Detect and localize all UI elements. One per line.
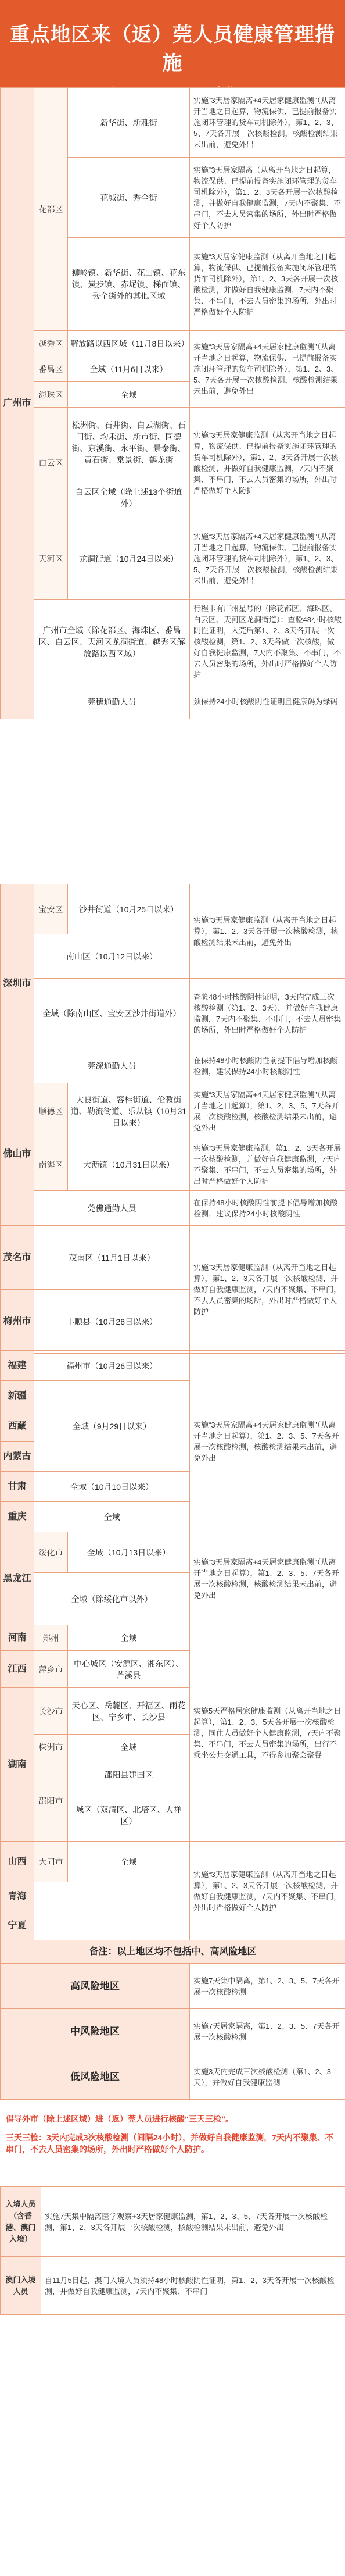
area-cell: 新华街、新雅街 (68, 88, 190, 158)
district-tianhe: 天河区 (34, 518, 68, 600)
area-cell: 全域 (68, 382, 190, 408)
district-panyu: 番禺区 (34, 356, 68, 382)
city-suihua: 绥化市 (34, 1532, 68, 1573)
measure-cell: 实施5天严格居家健康监测（从离开当地之日起算），第1、2、3、5天各开展一次核酸检测，同住人员做好个人健康监测，7天内不聚集、不串门，不去人员密集的场所，出行不乘坐公共交通工具，不得参加聚会聚餐 (190, 1625, 345, 1842)
measure-cell: 查验48小时核酸阴性证明，3天内完成三次核酸检测（第1、2、3天），并做好自我健康监测，7天内不聚集、不串门，不去人员密集的场所，外出时严格做好个人防护 (190, 979, 345, 1048)
area-cell: 广州市全域（除花都区、海珠区、番禺区、白云区、天河区龙洞街道、越秀区解放路以西区域） (34, 600, 190, 684)
area-cell: 全域 (68, 1735, 190, 1760)
area-cell: 福州市（10月26日以来） (34, 1351, 190, 1381)
measure-cell: 实施“3天居家隔离+4天居家健康监测”（从离开当地之日起算），第1、2、3、5、7天各开展一次核酸检测，核酸检测结果未出前，避免外出 (190, 1083, 345, 1139)
measure-cell: 实施“3天居家健康监测（从离开当地之日起算），第1、2、3天各开展一次核酸检测，并做好自我健康监测，7天内不聚集、不串门，不去人员密集的场所，外出时严格做好个人防护 (190, 1226, 345, 1354)
area-cell: 全域（除绥化市以外） (34, 1573, 190, 1625)
measure-cell: 实施“3天居家健康监测，第1、2、3天各开展一次核酸检测，并做好自我健康监测，7天内不聚集、不串门，不去人员密集的场所，外出时严格做好个人防护 (190, 1139, 345, 1191)
risk-level-low: 低风险地区 (1, 2054, 190, 2100)
measure-cell: 在保持48小时核酸阴性前提下倡导增加核酸检测，建议保持24小时核酸阴性 (190, 1048, 345, 1083)
prov-qinghai: 青海 (1, 1882, 34, 1911)
district-huadu: 花都区 (34, 88, 68, 331)
measure-cell: 实施“3天居家隔离+4天居家健康监测”（从离开当地之日起算），第1、2、3、5、7天各开展一次核酸检测，核酸检测结果未出前，避免外出 (190, 1351, 345, 1532)
city-shaoyang: 邵阳市 (34, 1760, 68, 1842)
area-cell: 全域（除南山区、宝安区沙井街道外） (34, 979, 190, 1048)
area-cell: 沙井街道（10月25日以来） (68, 884, 190, 934)
city-changsha: 长沙市 (34, 1688, 68, 1735)
district-baoan: 宝安区 (34, 884, 68, 934)
area-cell: 天心区、岳麓区、开福区、雨花区、宁乡市、长沙县 (68, 1688, 190, 1735)
risk-level-high: 高风险地区 (1, 1964, 190, 2009)
area-cell: 中心城区（安源区、湘东区）、芦溪县 (68, 1651, 190, 1688)
prov-shanxi: 山西 (1, 1842, 34, 1882)
measure-cell: 须保持24小时核酸阴性证明且健康码为绿码 (190, 684, 345, 719)
city-pingxiang: 萍乡市 (34, 1651, 68, 1688)
macau-label: 澳门入境人员 (1, 2257, 41, 2315)
measure-cell: 实施“3天居家隔离+4天居家健康监测”（从离开当地之日起算，物流保供、已提前报备实施闭环管理的货车司机除外），第1、2、3、5、7天各开展一次核酸检测，核酸检测结果未出前，避免外出 (190, 331, 345, 408)
area-cell: 邵阳县建国区 (68, 1760, 190, 1789)
area-cell: 全域 (68, 1842, 190, 1882)
measure-cell: 自11月5日起，澳门入境人员须持48小时核酸阴性证明，第1、2、3天各开展一次核酸检测，并做好自我健康监测，7天内不聚集、不串门 (41, 2257, 345, 2315)
prov-gansu: 甘肃 (1, 1472, 34, 1502)
footnote-block (0, 2110, 345, 2174)
measure-cell: 实施“3天居家隔离+4天居家健康监测”（从离开当地之日起算，物流保供、已提前报备实施闭环管理的货车司机除外），第1、2、3、5、7天各开展一次核酸检测，核酸检测结果未出前，避免外出 (190, 518, 345, 600)
city-foshan: 佛山市 (1, 1083, 34, 1226)
measure-cell: 实施“3天居家健康监测（从离开当地之日起算），第1、2、3天各开展一次核酸检测，核酸检测结果未出前，避免外出 (190, 884, 345, 979)
area-cell: 解放路以西区域（11月8日以来） (68, 331, 190, 356)
district-haizhu: 海珠区 (34, 382, 68, 408)
area-cell: 松洲街、石井街、白云湖街、石门街、均禾街、新市街、同德街、京溪街、永平街、景泰街、黄石街、棠景街、鹤龙街 (68, 408, 190, 477)
central-table (0, 1625, 345, 1940)
area-cell: 城区（双清区、北塔区、大祥区） (68, 1789, 190, 1842)
page-title: 重点地区来（返）莞人员健康管理措施 (10, 24, 335, 74)
area-cell: 白云区全域（除上述13个街道外） (68, 477, 190, 518)
measure-cell: 实施“3天居家健康监测（从离开当地之日起算，物流保供、已提前报备实施闭环管理的货车司机除外），第1、2、3天各开展一次核酸检测，并做好自我健康监测，7天内不聚集、不串门，不去人员密集的场所，外出时严格做好个人防护 (190, 408, 345, 518)
prov-neimenggu: 内蒙古 (1, 1442, 34, 1472)
footnote-advocacy: 倡导外市（除上述区域）进（返）莞人员进行核酸“三天三检”。 (6, 2114, 233, 2124)
empty-cell (34, 1882, 190, 1911)
measure-cell: 实施7天集中隔离，第1、2、3、5、7天各开展一次核酸检测 (190, 1964, 345, 2009)
shenzhen-table (0, 884, 345, 1083)
city-meizhou: 梅州市 (1, 1290, 34, 1354)
area-cell: 南山区（10月12日以来） (34, 934, 190, 979)
measure-cell: 实施“3天居家健康监测（从离开当地之日起算，物流保供、已提前报备实施闭环管理的货车司机除外），第1、2、3天各开展一次核酸检测，并做好自我健康监测，7天内不聚集、不串门，不去人员密集的场所，外出时严格做好个人防护 (190, 238, 345, 331)
area-cell: 大良街道、容桂街道、伦教街道、勒流街道、乐从镇（10月31日以来） (68, 1083, 190, 1139)
area-cell: 莞穗通勤人员 (34, 684, 190, 719)
area-cell: 全域（9月29日以来） (34, 1381, 190, 1472)
measure-cell: 实施7天集中隔离医学观察+3天居家健康监测，第1、2、3、5、7天各开展一次核酸检测，第1、2、3天各开展一次核酸检测，核酸检测结果未出前，避免外出 (41, 2187, 345, 2257)
prov-xinjiang: 新疆 (1, 1381, 34, 1411)
prov-hunan: 湖南 (1, 1688, 34, 1842)
city-zhengzhou: 郑州 (34, 1625, 68, 1651)
risk-level-mid: 中风险地区 (1, 2009, 190, 2054)
area-cell: 全域（10月10日以来） (34, 1472, 190, 1502)
measure-cell: 实施“3天居家隔离+4天居家健康监测”（从离开当地之日起算，物流保供、已提前报备实施闭环管理的货车司机除外），第1、2、3、5、7天各开展一次核酸检测，核酸检测结果未出前，避免外出 (190, 88, 345, 158)
note-row: 备注：以上地区均不包括中、高风险地区 (1, 1940, 345, 1964)
area-cell: 狮岭镇、新华街、花山镇、花东镇、炭步镇、赤坭镇、梯面镇、秀全街外的其他区域 (68, 238, 190, 331)
city-maoming: 茂名市 (1, 1226, 34, 1290)
area-cell: 大沥镇（10月31日以来） (68, 1139, 190, 1191)
area-cell: 龙洞街道（10月24日以来） (68, 518, 190, 600)
prov-henan: 河南 (1, 1625, 34, 1651)
area-cell: 花城街、秀全街 (68, 158, 190, 238)
prov-fujian: 福建 (1, 1351, 34, 1381)
measure-cell: 实施3天内完成三次核酸检测（第1、2、3天），并做好自我健康监测 (190, 2054, 345, 2100)
area-cell: 莞深通勤人员 (34, 1048, 190, 1083)
entry-table (0, 2186, 345, 2315)
district-baiyun: 白云区 (34, 408, 68, 518)
district-yuexiu: 越秀区 (34, 331, 68, 356)
prov-chongqing: 重庆 (1, 1502, 34, 1532)
area-cell: 茂南区（11月1日以来） (34, 1226, 190, 1290)
measure-cell: 实施“3天居家健康监测（从离开当地之日起算），第1、2、3天各开展一次核酸检测，并做好自我健康监测，7天内不聚集、不串门，外出时严格做好个人防护 (190, 1842, 345, 1940)
footnote-definition: 三天三检：3天内完成3次核酸检测（间隔24小时），并做好自我健康监测，7天内不聚集、不串门，不去人员密集的场所，外出时严格做好个人防护。 (6, 2133, 333, 2154)
city-shenzhen: 深圳市 (1, 884, 34, 1083)
district-nanhai: 南海区 (34, 1139, 68, 1191)
empty-cell (34, 1911, 190, 1940)
city-datong: 大同市 (34, 1842, 68, 1882)
provinces-table (0, 1350, 345, 1625)
measure-cell: 实施“3天居家隔离（从离开当地之日起算，物流保供、已提前报备实施闭环管理的货车司机除外），第1、2、3天各开展一次核酸检测，并做好自我健康监测，7天内不聚集、不串门，不去人员密集的场所，外出时严格做好个人防护 (190, 158, 345, 238)
area-cell: 全域（10月13日以来） (68, 1532, 190, 1573)
measure-cell: 行程卡有广州星号的（除花都区、海珠区、白云区、天河区龙洞街道）：查验48小时核酸阴性证明，入莞后第1、2、3天各开展一次核酸检测，第1、2、3天各做一次核酸，做好自我健康监测，7天内不聚集、不串门，不去人员密集的场所，外出时严格做好个人防护 (190, 600, 345, 684)
measure-cell: 实施7天居家隔离，第1、2、3、5、7天各开展一次核酸检测 (190, 2009, 345, 2054)
city-zhuzhou: 株洲市 (34, 1735, 68, 1760)
city-guangzhou: 广州市 (1, 88, 34, 719)
measure-cell: 实施“3天居家隔离+4天居家健康监测”（从离开当地之日起算），第1、2、3、5、7天各开展一次核酸检测，核酸检测结果未出前，避免外出 (190, 1532, 345, 1625)
area-cell: 丰顺县（10月28日以来） (34, 1290, 190, 1354)
area-cell: 全域 (34, 1502, 190, 1532)
measure-cell: 在保持48小时核酸阴性前提下倡导增加核酸检测，建议保持24小时核酸阴性 (190, 1191, 345, 1226)
page-subtitle: （11月11日9时更新） (99, 85, 246, 103)
guangzhou-table (0, 87, 345, 719)
risk-table (0, 1940, 345, 2100)
foshan-table (0, 1083, 345, 1354)
header-banner (0, 0, 345, 103)
area-cell: 全域 (68, 1625, 190, 1651)
entry-label: 入境人员（含香港、澳门入境） (1, 2187, 41, 2257)
area-cell: 莞佛通勤人员 (34, 1191, 190, 1226)
district-shunde: 顺德区 (34, 1083, 68, 1139)
prov-xizang: 西藏 (1, 1411, 34, 1442)
area-cell: 全域（11月6日以来） (68, 356, 190, 382)
prov-ningxia: 宁夏 (1, 1911, 34, 1940)
prov-jiangxi: 江西 (1, 1651, 34, 1688)
prov-heilongjiang: 黑龙江 (1, 1532, 34, 1625)
